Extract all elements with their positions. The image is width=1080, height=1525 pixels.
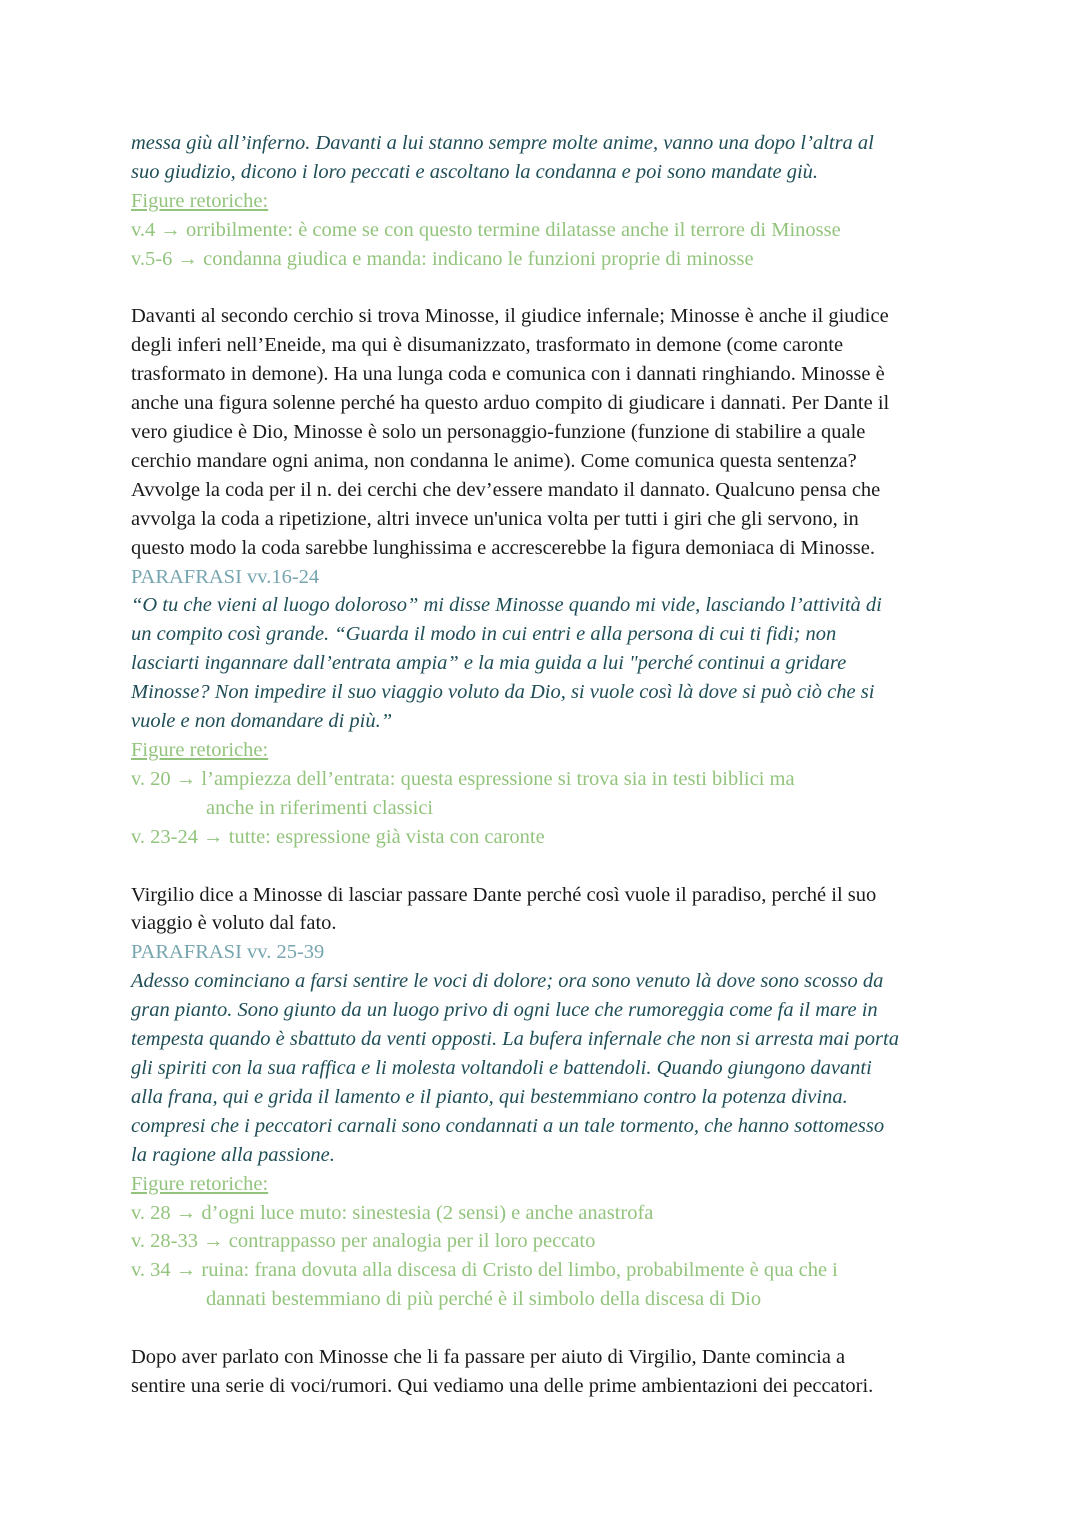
paragraph-line: compresi che i peccatori carnali sono condannati a un tale tormento, che hanno sottomesso xyxy=(131,1114,885,1137)
figure-item-continued: anche in riferimenti classici xyxy=(206,796,434,819)
parafrasi-heading: PARAFRASI vv.16-24 xyxy=(131,565,320,588)
figures-heading: Figure retoriche: xyxy=(131,739,269,762)
figure-item: v. 20 → l’ampiezza dell’entrata: questa espressione si trova sia in testi biblici ma xyxy=(131,767,795,790)
paragraph-line: Virgilio dice a Minosse di lasciar passare Dante perché così vuole il paradiso, perché il suo xyxy=(131,883,877,906)
spacer xyxy=(131,1314,961,1343)
paragraph-line: cerchio mandare ogni anima, non condanna le anime). Come comunica questa sentenza? xyxy=(131,449,857,472)
paragraph-line: gran pianto. Sono giunto da un luogo privo di ogni luce che rumoreggia come fa il mare in xyxy=(131,999,878,1022)
paragraph-line: avvolga la coda a ripetizione, altri invece un'unica volta per tutti i giri che gli servono, in xyxy=(131,507,859,530)
paragraph-line: anche una figura solenne perché ha questo arduo compito di giudicare i dannati. Per Dante il xyxy=(131,392,890,415)
document-page xyxy=(131,129,961,1401)
paragraph-line: vero giudice è Dio, Minosse è solo un personaggio-funzione (funzione di stabilire a quale xyxy=(131,421,866,444)
paragraph-line: vuole e non domandare di più.” xyxy=(131,710,393,733)
paragraph-line: degli inferi nell’Eneide, ma qui è disumanizzato, trasformato in demone (come caronte xyxy=(131,334,844,357)
paragraph-line: questo modo la coda sarebbe lunghissima e accrescerebbe la figura demoniaca di Minosse. xyxy=(131,536,875,559)
paragraph-line: viaggio è voluto dal fato. xyxy=(131,912,337,935)
paragraph-line: Davanti al secondo cerchio si trova Minosse, il giudice infernale; Minosse è anche il giudice xyxy=(131,305,889,328)
paragraph-line: lasciarti ingannare dall’entrata ampia” e la mia guida a lui "perché continui a gridare xyxy=(131,652,847,675)
paragraph-line: Avvolge la coda per il n. dei cerchi che dev’essere mandato il dannato. Qualcuno pensa che xyxy=(131,478,881,501)
figure-item-continued: dannati bestemmiano di più perché è il simbolo della discesa di Dio xyxy=(206,1288,762,1311)
paragraph-line: Dopo aver parlato con Minosse che li fa passare per aiuto di Virgilio, Dante comincia a xyxy=(131,1346,846,1369)
paragraph-line: sentire una serie di voci/rumori. Qui vediamo una delle prime ambientazioni dei peccatori. xyxy=(131,1374,874,1397)
paragraph-line: la ragione alla passione. xyxy=(131,1143,335,1166)
parafrasi-heading: PARAFRASI vv. 25-39 xyxy=(131,941,325,964)
figure-item: v.4 → orribilmente: è come se con questo termine dilatasse anche il terrore di Minosse xyxy=(131,218,841,241)
figure-item: v.5-6 → condanna giudica e manda: indicano le funzioni proprie di minosse xyxy=(131,247,754,270)
paragraph-line: suo giudizio, dicono i loro peccati e ascoltano la condanna e poi sono mandate giù. xyxy=(131,160,819,183)
paragraph-line: Minosse? Non impedire il suo viaggio voluto da Dio, si vuole così là dove si può ciò che si xyxy=(131,681,875,704)
paragraph-line: messa giù all’inferno. Davanti a lui stanno sempre molte anime, vanno una dopo l’altra al xyxy=(131,132,874,154)
paragraph-line: trasformato in demone). Ha una lunga coda e comunica con i dannati ringhiando. Minosse è xyxy=(131,363,885,386)
figures-heading: Figure retoriche: xyxy=(131,1172,269,1195)
paragraph-line: “O tu che vieni al luogo doloroso” mi disse Minosse quando mi vide, lasciando l’attività di xyxy=(131,594,882,617)
paragraph-line: gli spiriti con la sua raffica e li molesta voltandoli e battendoli. Quando giungono davanti xyxy=(131,1056,872,1079)
figure-item: v. 28-33 → contrappasso per analogia per il loro peccato xyxy=(131,1230,596,1253)
figure-item: v. 34 → ruina: frana dovuta alla discesa di Cristo del limbo, probabilmente è qua che i xyxy=(131,1259,838,1282)
paragraph-line: Adesso cominciano a farsi sentire le voci di dolore; ora sono venuto là dove sono scosso da xyxy=(131,970,884,993)
paragraph-line: alla frana, qui e grida il lamento e il pianto, qui bestemmiano contro la potenza divina. xyxy=(131,1085,848,1108)
paragraph-line: tempesta quando è sbattuto da venti opposti. La bufera infernale che non si arresta mai porta xyxy=(131,1028,899,1051)
figures-heading: Figure retoriche: xyxy=(131,189,269,212)
spacer xyxy=(131,852,961,881)
spacer xyxy=(131,274,961,303)
figure-item: v. 23-24 → tutte: espressione già vista con caronte xyxy=(131,825,545,848)
paragraph-line: un compito così grande. “Guarda il modo in cui entri e alla persona di cui ti fidi; non xyxy=(131,623,837,646)
figure-item: v. 28 → d’ogni luce muto: sinestesia (2 sensi) e anche anastrofa xyxy=(131,1201,654,1224)
